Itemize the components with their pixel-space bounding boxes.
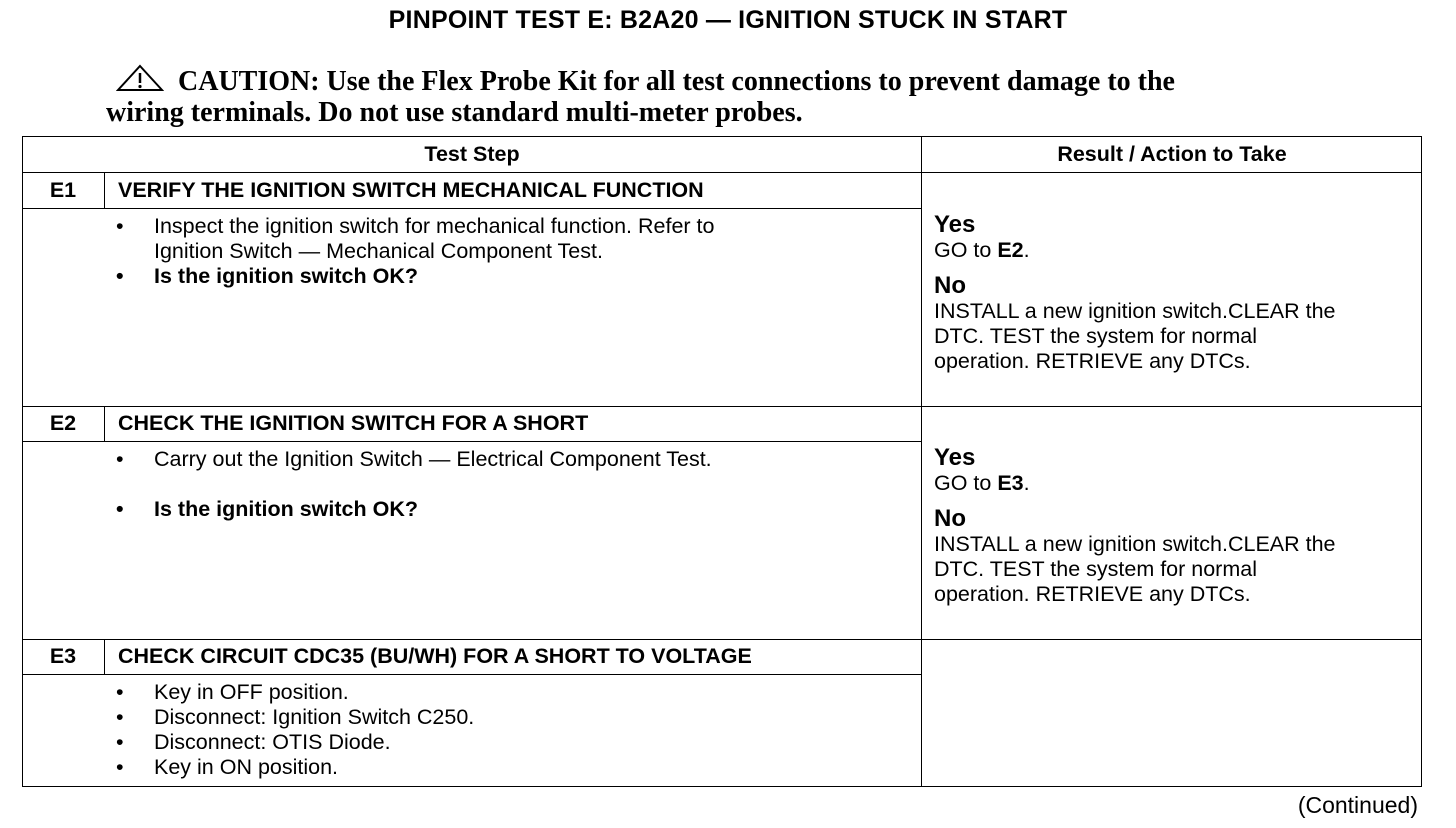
step-title-e1: VERIFY THE IGNITION SWITCH MECHANICAL FUNCTION <box>118 178 704 202</box>
header-test-step: Test Step <box>424 142 520 166</box>
continued-label: (Continued) <box>1297 792 1418 818</box>
step-title-divider-e3 <box>22 674 922 675</box>
step-question-e1: • Is the ignition switch OK? <box>106 264 714 289</box>
step-id-e3: E3 <box>49 644 77 668</box>
no-action: INSTALL a new ignition switch.CLEAR the DTC. TEST the system for normal operation. RETRIEVE any DTCs. <box>934 532 1336 606</box>
no-label: No <box>934 272 966 299</box>
yes-action: GO to E2. <box>934 238 1030 262</box>
no-label: No <box>934 505 966 532</box>
step-instructions-e3 <box>106 680 474 780</box>
result-e2 <box>934 445 1420 607</box>
header-divider <box>22 172 1422 173</box>
step-title-e3: CHECK CIRCUIT CDC35 (BU/WH) FOR A SHORT TO VOLTAGE <box>118 644 752 668</box>
header-result-action: Result / Action to Take <box>1057 142 1287 166</box>
list-item: • Key in OFF position. <box>106 680 474 705</box>
step-title-divider-e2 <box>22 441 922 442</box>
yes-label: Yes <box>934 211 976 238</box>
warning-triangle-icon <box>116 64 164 92</box>
step-title-e2: CHECK THE IGNITION SWITCH FOR A SHORT <box>118 411 589 435</box>
step-instructions-e1 <box>106 214 714 289</box>
step-id-divider-e2 <box>104 406 105 442</box>
caution-line-1: CAUTION: Use the Flex Probe Kit for all test connections to prevent damage to the <box>178 66 1175 97</box>
no-action: INSTALL a new ignition switch.CLEAR the DTC. TEST the system for normal operation. RETRIEVE any DTCs. <box>934 299 1336 373</box>
list-item: • Key in ON position. <box>106 755 474 780</box>
step-id-e2: E2 <box>49 411 77 435</box>
caution-line-2: wiring terminals. Do not use standard multi-meter probes. <box>106 97 803 128</box>
caution-note <box>106 64 1356 128</box>
step-title-divider-e1 <box>22 208 922 209</box>
result-e1 <box>934 212 1420 374</box>
yes-label: Yes <box>934 444 976 471</box>
row-divider-e1-e2 <box>22 406 1422 407</box>
column-divider <box>921 136 922 787</box>
step-id-divider-e1 <box>104 172 105 209</box>
step-instructions-e2 <box>106 447 712 522</box>
list-item: • Disconnect: OTIS Diode. <box>106 730 474 755</box>
yes-action: GO to E3. <box>934 471 1030 495</box>
step-question-e2: • Is the ignition switch OK? <box>106 497 712 522</box>
list-item: • Inspect the ignition switch for mechanical function. Refer to Ignition Switch — Mechanical Component Test. <box>106 214 714 264</box>
step-id-e1: E1 <box>49 178 77 202</box>
list-item: • Disconnect: Ignition Switch C250. <box>106 705 474 730</box>
step-id-divider-e3 <box>104 639 105 675</box>
row-divider-e2-e3 <box>22 639 1422 640</box>
list-item: • Carry out the Ignition Switch — Electrical Component Test. <box>106 447 712 472</box>
page-title: PINPOINT TEST E: B2A20 — IGNITION STUCK IN START <box>388 6 1068 34</box>
